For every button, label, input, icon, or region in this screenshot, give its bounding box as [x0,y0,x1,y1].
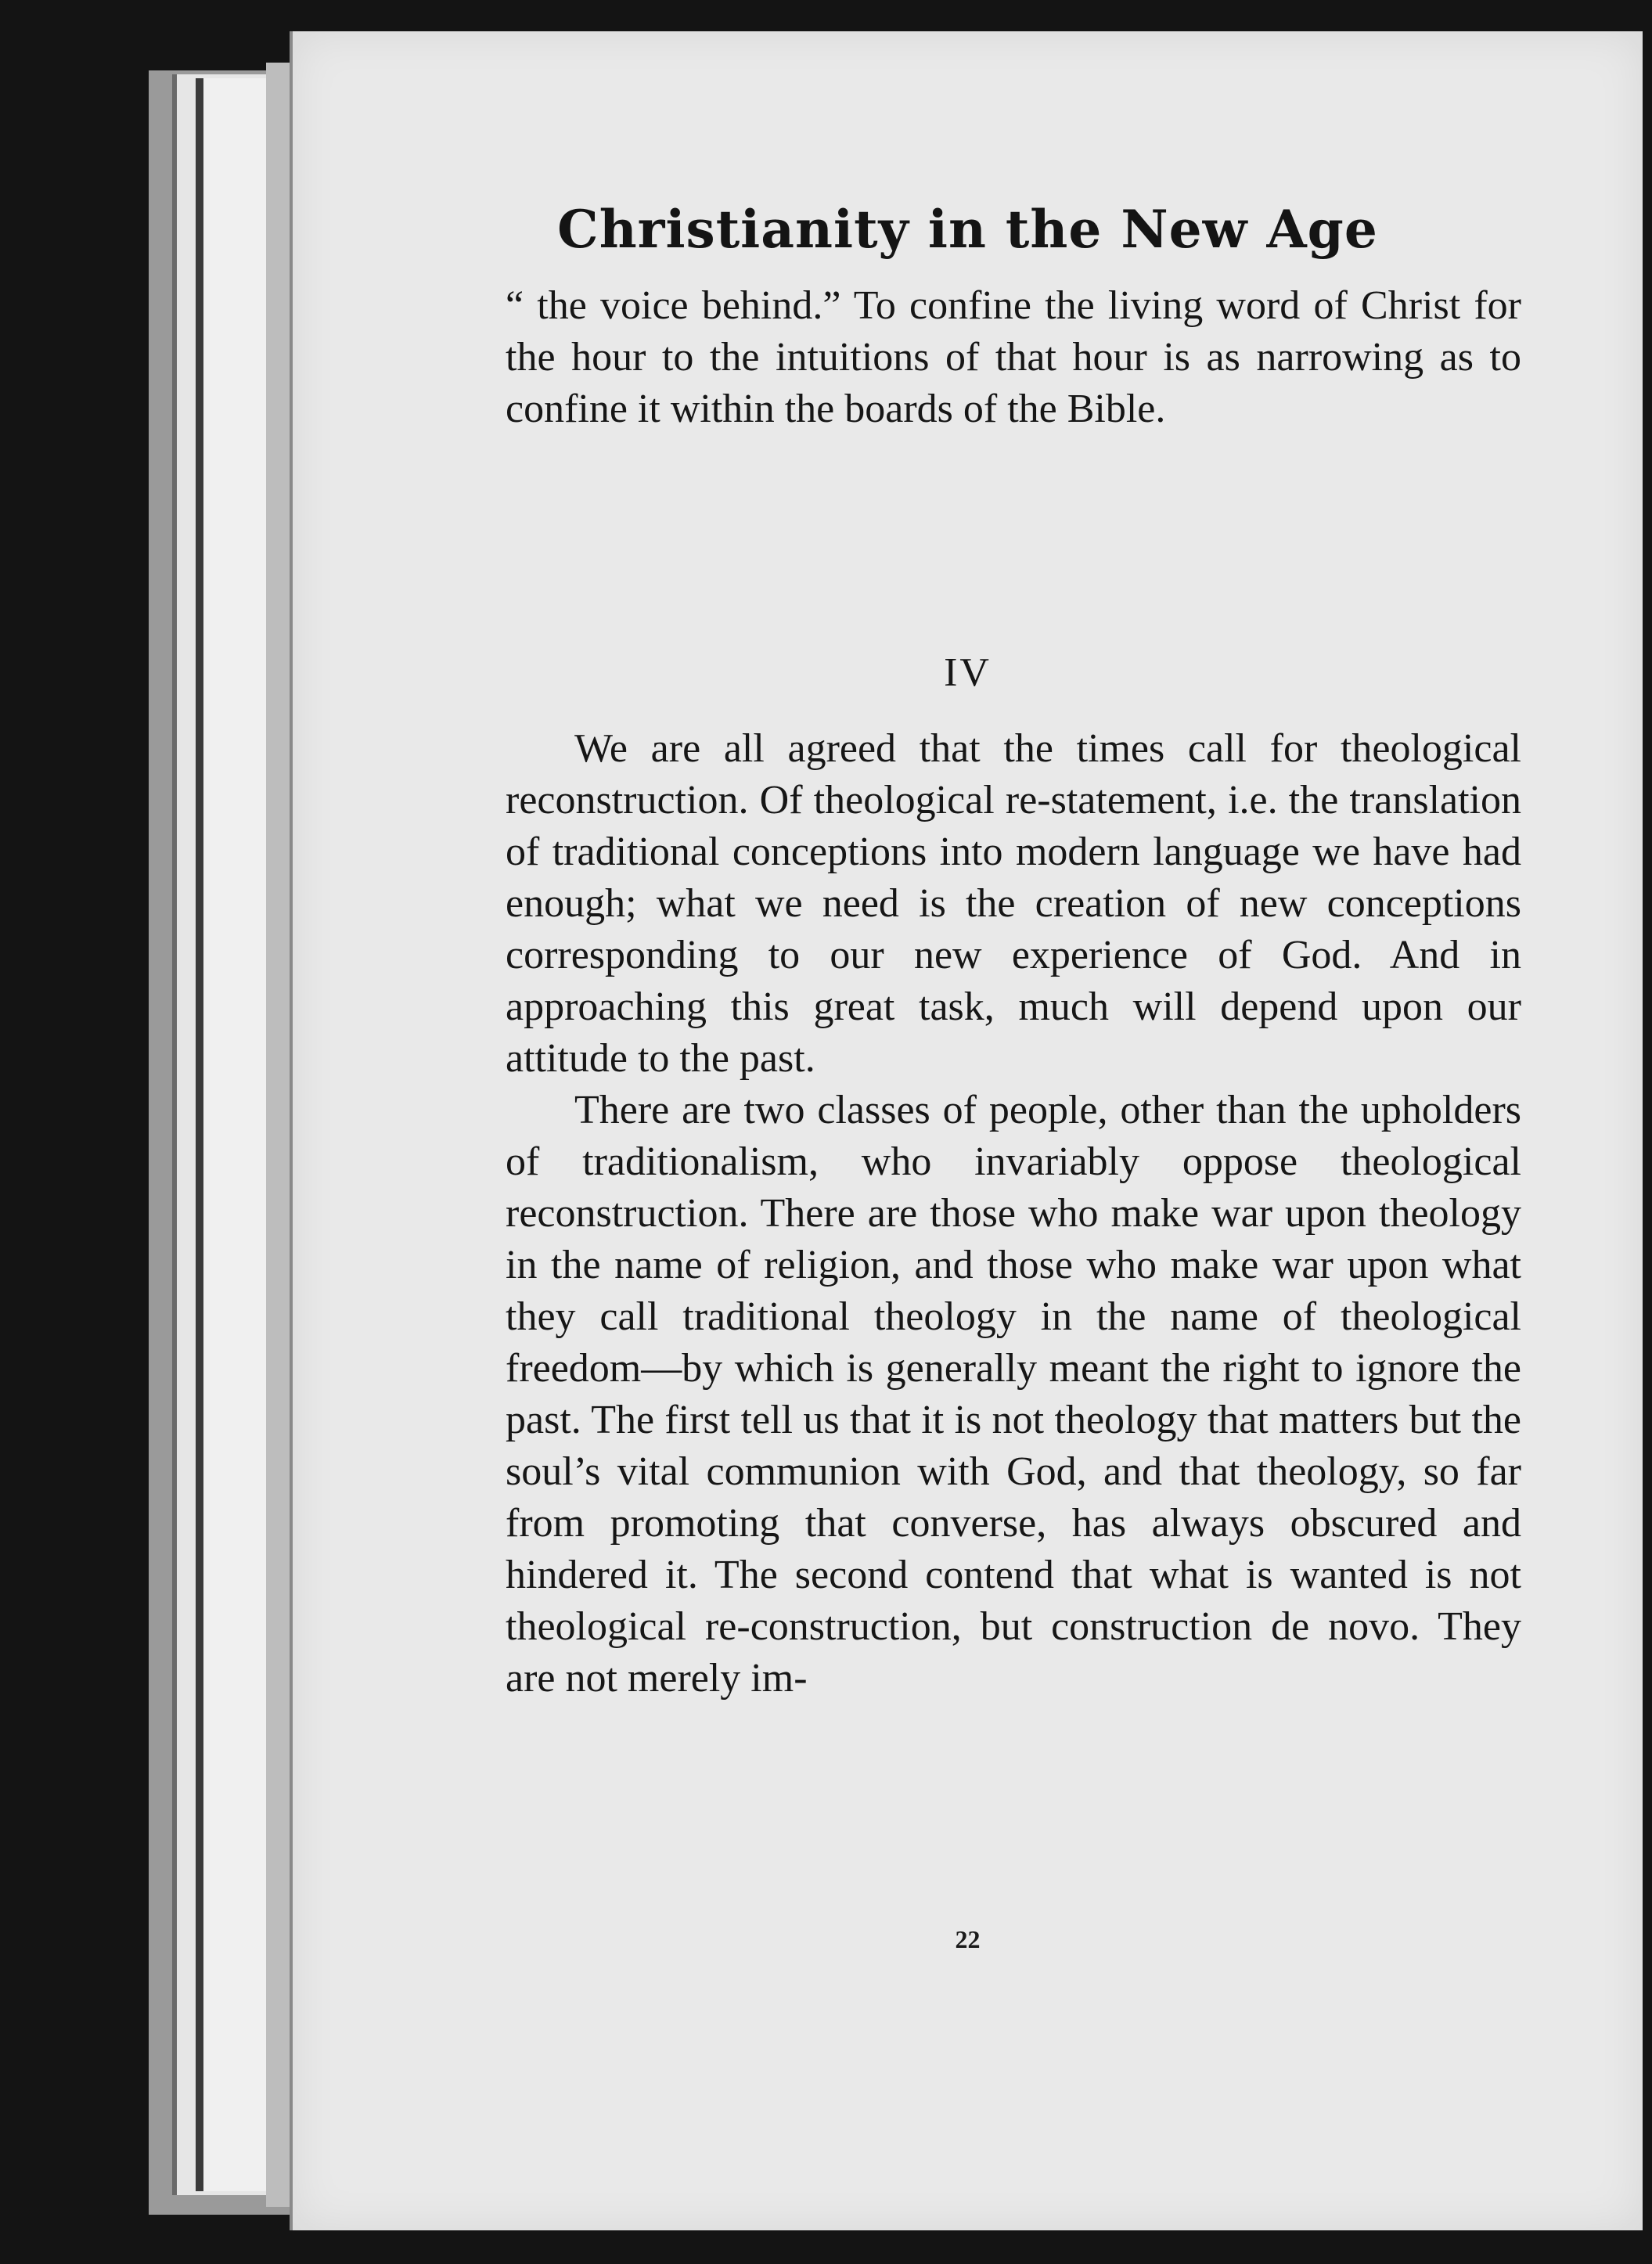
paragraph: We are all agreed that the times call for theological reconstruction. Of theological re-statement, i.e. the translation of traditional conceptions into modern language we have had enough; what we need is the creation of new conceptions corresponding to our new experience of God. And in approaching this great task, much will depend upon our attitude to the past. [506,726,1521,1081]
continued-paragraph: “ the voice behind.” To confine the living word of Christ for the hour to the intuitions of that hour is as narrowing as to confine it within the boards of the Bible. [506,283,1521,431]
text-block-top [506,280,1521,435]
page-number: 22 [955,1925,981,1953]
book-page [290,31,1643,2230]
text-block-main [506,723,1521,1704]
running-head: Christianity in the New Age [557,199,1378,260]
section-number: IV [944,650,992,695]
paragraph: There are two classes of people, other than the upholders of traditionalism, who invariably oppose theological reconstruction. There are those who make war upon theology in the name of religion, and those who make war upon what they call traditional theology in the name of theological freedom—by which is generally meant the right to ignore the past. The first tell us that it is not theology that matters but the soul’s vital communion with God, and that theology, so far from promoting that converse, has always obscured and hindered it. The second contend that what is wanted is not theological re-construction, but construction de novo. They are not merely im- [506,1088,1521,1701]
